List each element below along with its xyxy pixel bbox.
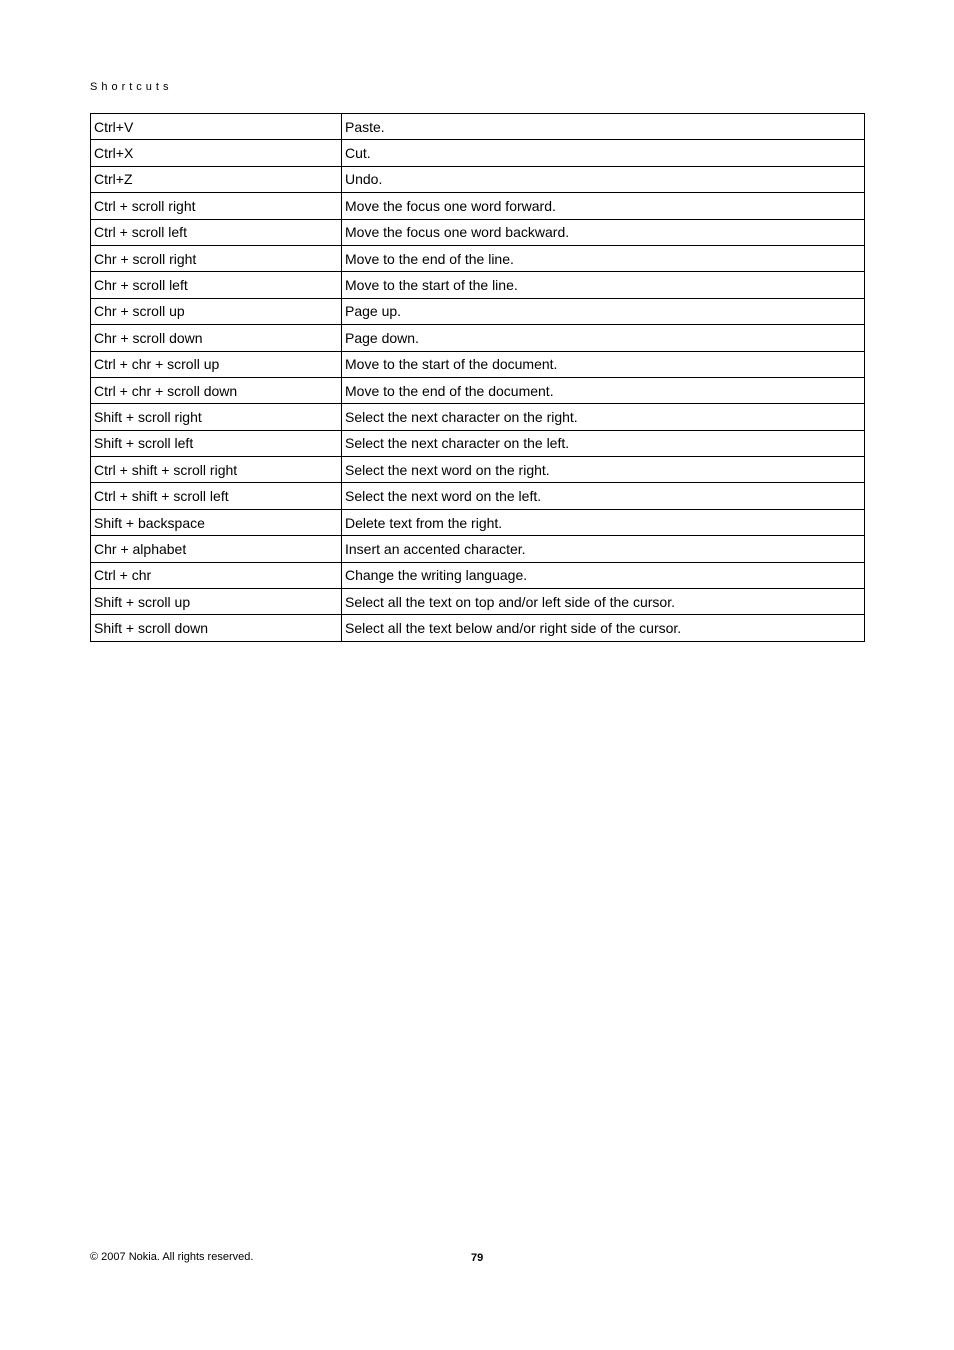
table-row xyxy=(91,325,865,351)
shortcut-description: Select all the text on top and/or left side of the cursor. xyxy=(342,589,865,615)
table-row xyxy=(91,245,865,271)
table-row xyxy=(91,404,865,430)
page-number: 79 xyxy=(471,1252,484,1264)
table-row xyxy=(91,298,865,324)
footer-copyright: © 2007 Nokia. All rights reserved. xyxy=(90,1251,254,1263)
table-row xyxy=(91,509,865,535)
shortcut-description: Cut. xyxy=(342,140,865,166)
shortcut-description: Move to the start of the line. xyxy=(342,272,865,298)
shortcut-key: Ctrl+Z xyxy=(91,166,342,192)
table-row xyxy=(91,615,865,641)
shortcut-description: Select the next word on the left. xyxy=(342,483,865,509)
shortcut-description: Change the writing language. xyxy=(342,562,865,588)
shortcut-key: Chr + scroll up xyxy=(91,298,342,324)
shortcut-description: Select the next character on the right. xyxy=(342,404,865,430)
shortcut-description: Select the next word on the right. xyxy=(342,457,865,483)
shortcut-description: Page down. xyxy=(342,325,865,351)
shortcut-description: Paste. xyxy=(342,114,865,140)
shortcut-key: Ctrl + shift + scroll right xyxy=(91,457,342,483)
section-title: Shortcuts xyxy=(90,81,173,93)
shortcut-key: Ctrl + chr + scroll down xyxy=(91,377,342,403)
table-row xyxy=(91,483,865,509)
shortcut-key: Ctrl + scroll left xyxy=(91,219,342,245)
table-row xyxy=(91,193,865,219)
shortcut-key: Shift + scroll down xyxy=(91,615,342,641)
shortcut-description: Move the focus one word backward. xyxy=(342,219,865,245)
table-row xyxy=(91,351,865,377)
shortcut-description: Move the focus one word forward. xyxy=(342,193,865,219)
shortcut-key: Ctrl + chr + scroll up xyxy=(91,351,342,377)
table-row xyxy=(91,166,865,192)
shortcut-description: Select the next character on the left. xyxy=(342,430,865,456)
shortcut-description: Move to the start of the document. xyxy=(342,351,865,377)
shortcut-description: Undo. xyxy=(342,166,865,192)
shortcut-key: Ctrl+X xyxy=(91,140,342,166)
table-row xyxy=(91,457,865,483)
shortcut-description: Page up. xyxy=(342,298,865,324)
shortcut-key: Shift + scroll right xyxy=(91,404,342,430)
shortcut-key: Ctrl + shift + scroll left xyxy=(91,483,342,509)
shortcut-key: Ctrl + chr xyxy=(91,562,342,588)
shortcut-key: Chr + scroll down xyxy=(91,325,342,351)
shortcut-description: Move to the end of the document. xyxy=(342,377,865,403)
table-row xyxy=(91,140,865,166)
shortcut-key: Chr + scroll left xyxy=(91,272,342,298)
table-row xyxy=(91,589,865,615)
table-row xyxy=(91,562,865,588)
table-row xyxy=(91,377,865,403)
shortcut-key: Ctrl+V xyxy=(91,114,342,140)
shortcut-description: Select all the text below and/or right side of the cursor. xyxy=(342,615,865,641)
shortcuts-table-body xyxy=(91,114,865,642)
shortcuts-table xyxy=(90,113,865,642)
table-row xyxy=(91,272,865,298)
shortcut-description: Move to the end of the line. xyxy=(342,245,865,271)
table-row xyxy=(91,219,865,245)
shortcut-key: Chr + alphabet xyxy=(91,536,342,562)
shortcut-key: Shift + backspace xyxy=(91,509,342,535)
shortcut-key: Ctrl + scroll right xyxy=(91,193,342,219)
table-row xyxy=(91,114,865,140)
shortcut-description: Delete text from the right. xyxy=(342,509,865,535)
table-row xyxy=(91,536,865,562)
table-row xyxy=(91,430,865,456)
shortcut-key: Chr + scroll right xyxy=(91,245,342,271)
shortcut-description: Insert an accented character. xyxy=(342,536,865,562)
shortcut-key: Shift + scroll up xyxy=(91,589,342,615)
shortcut-key: Shift + scroll left xyxy=(91,430,342,456)
